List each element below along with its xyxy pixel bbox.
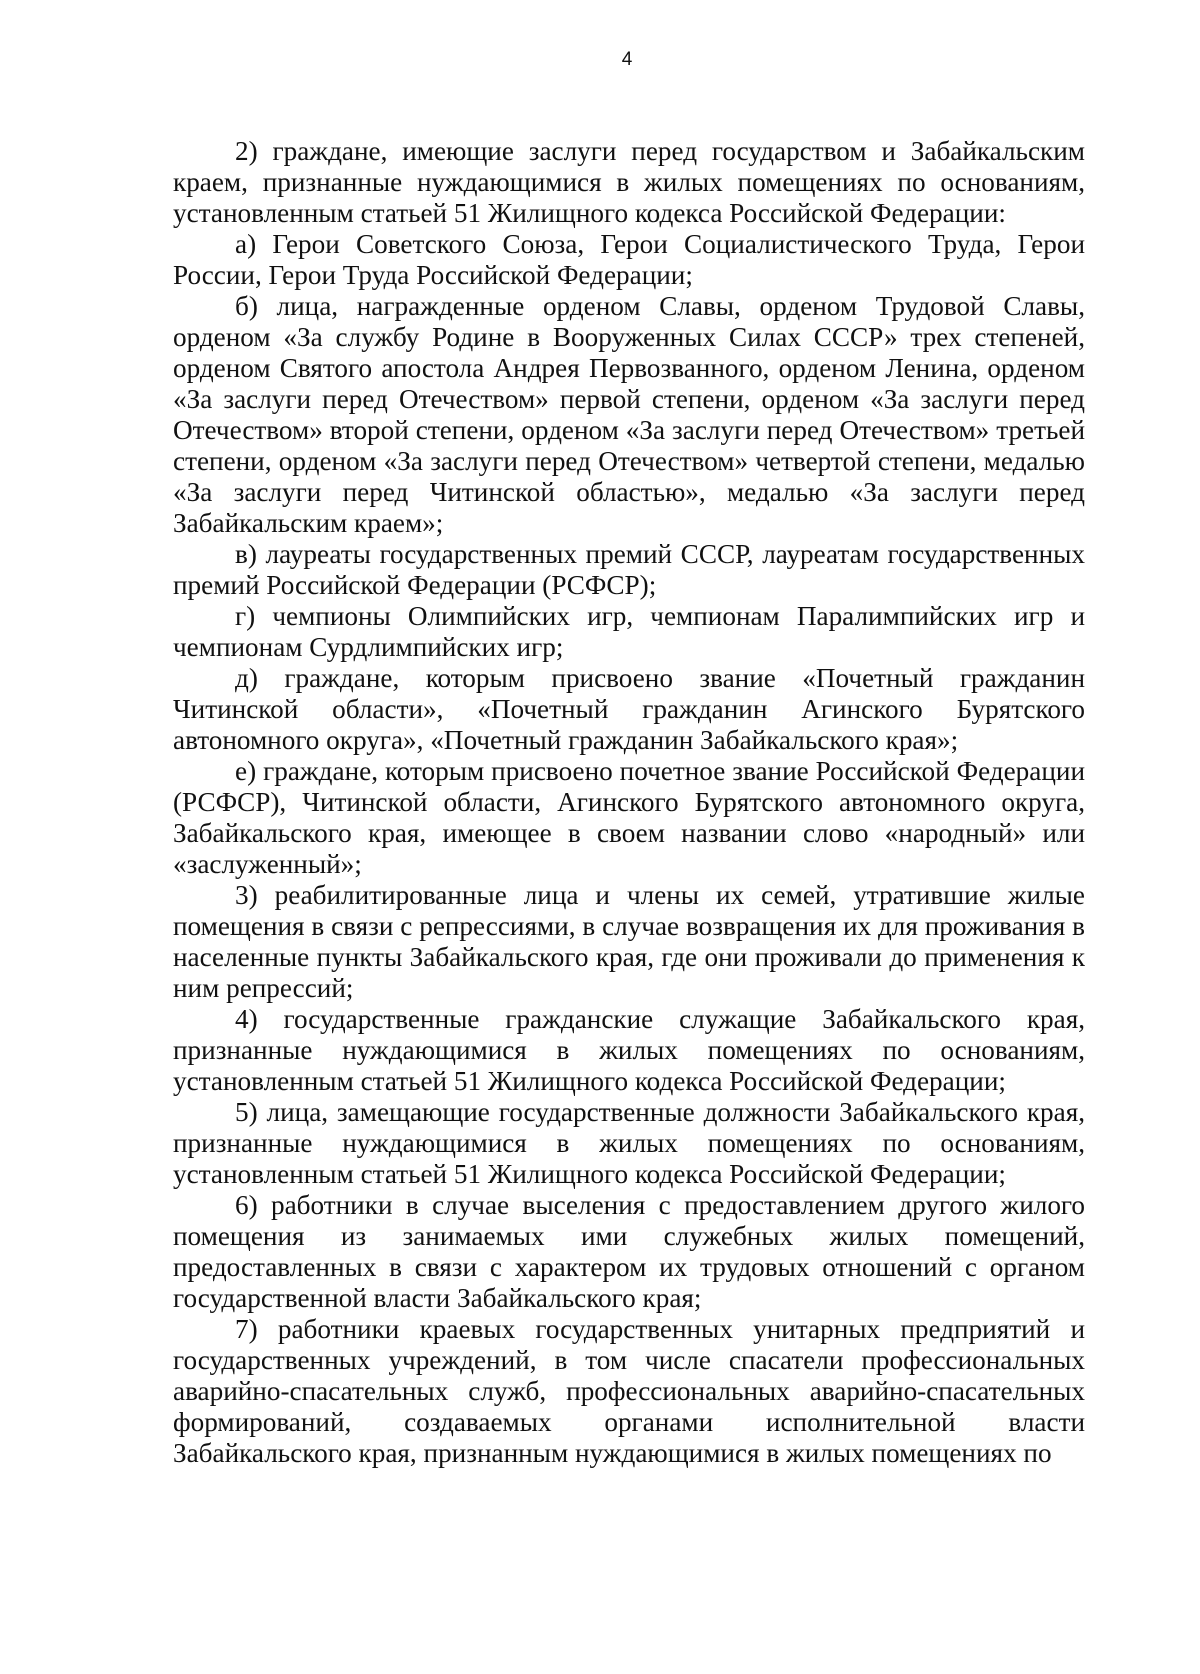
paragraph-item-4: 4) государственные гражданские служащие Забайкальского края, признанные нуждающимися в жилых помещениях по основаниям, установленным статьей 51 Жилищного кодекса Российской Федерации; — [173, 1004, 1085, 1096]
paragraph-item-6: 6) работники в случае выселения с предоставлением другого жилого помещения из занимаемых ими служебных жилых помещений, предоставленных в связи с характером их трудовых отношений с органом государственной власти Забайкальского края; — [173, 1190, 1085, 1313]
paragraph-subitem-v: в) лауреаты государственных премий СССР, лауреатам государственных премий Российской Федерации (РСФСР); — [173, 539, 1085, 600]
paragraph-subitem-a: а) Герои Советского Союза, Герои Социалистического Труда, Герои России, Герои Труда Российской Федерации; — [173, 229, 1085, 290]
paragraph-item-5: 5) лица, замещающие государственные должности Забайкальского края, признанные нуждающимися в жилых помещениях по основаниям, установленным статьей 51 Жилищного кодекса Российской Федерации; — [173, 1097, 1085, 1189]
document-body — [173, 136, 1085, 1469]
paragraph-subitem-b: б) лица, награжденные орденом Славы, орденом Трудовой Славы, орденом «За службу Родине в Вооруженных Силах СССР» трех степеней, орденом Святого апостола Андрея Первозванного, орденом Ленина, орденом «За заслуги перед Отечеством» первой степени, орденом «За заслуги перед Отечеством» второй степени, орденом «За заслуги перед Отечеством» третьей степени, орденом «За заслуги перед Отечеством» четвертой степени, медалью «За заслуги перед Читинской областью», медалью «За заслуги перед Забайкальским краем»; — [173, 291, 1085, 538]
paragraph-item-7: 7) работники краевых государственных унитарных предприятий и государственных учреждений, в том числе спасатели профессиональных аварийно-спасательных служб, профессиональных аварийно-спасательных формирований, создаваемых органами исполнительной власти Забайкальского края, признанным нуждающимися в жилых помещениях по — [173, 1314, 1085, 1468]
paragraph-item-3: 3) реабилитированные лица и члены их семей, утратившие жилые помещения в связи с репрессиями, в случае возвращения их для проживания в населенные пункты Забайкальского края, где они проживали до применения к ним репрессий; — [173, 880, 1085, 1003]
paragraph-subitem-e: е) граждане, которым присвоено почетное звание Российской Федерации (РСФСР), Читинской области, Агинского Бурятского автономного округа, Забайкальского края, имеющее в своем названии слово «народный» или «заслуженный»; — [173, 756, 1085, 879]
paragraph-subitem-d: д) граждане, которым присвоено звание «Почетный гражданин Читинской области», «Почетный гражданин Агинского Бурятского автономного округа», «Почетный гражданин Забайкальского края»; — [173, 663, 1085, 755]
paragraph-subitem-g: г) чемпионы Олимпийских игр, чемпионам Паралимпийских игр и чемпионам Сурдлимпийских игр; — [173, 601, 1085, 662]
paragraph-item-2: 2) граждане, имеющие заслуги перед государством и Забайкальским краем, признанные нуждающимися в жилых помещениях по основаниям, установленным статьей 51 Жилищного кодекса Российской Федерации: — [173, 136, 1085, 228]
page-number: 4 — [621, 49, 633, 70]
